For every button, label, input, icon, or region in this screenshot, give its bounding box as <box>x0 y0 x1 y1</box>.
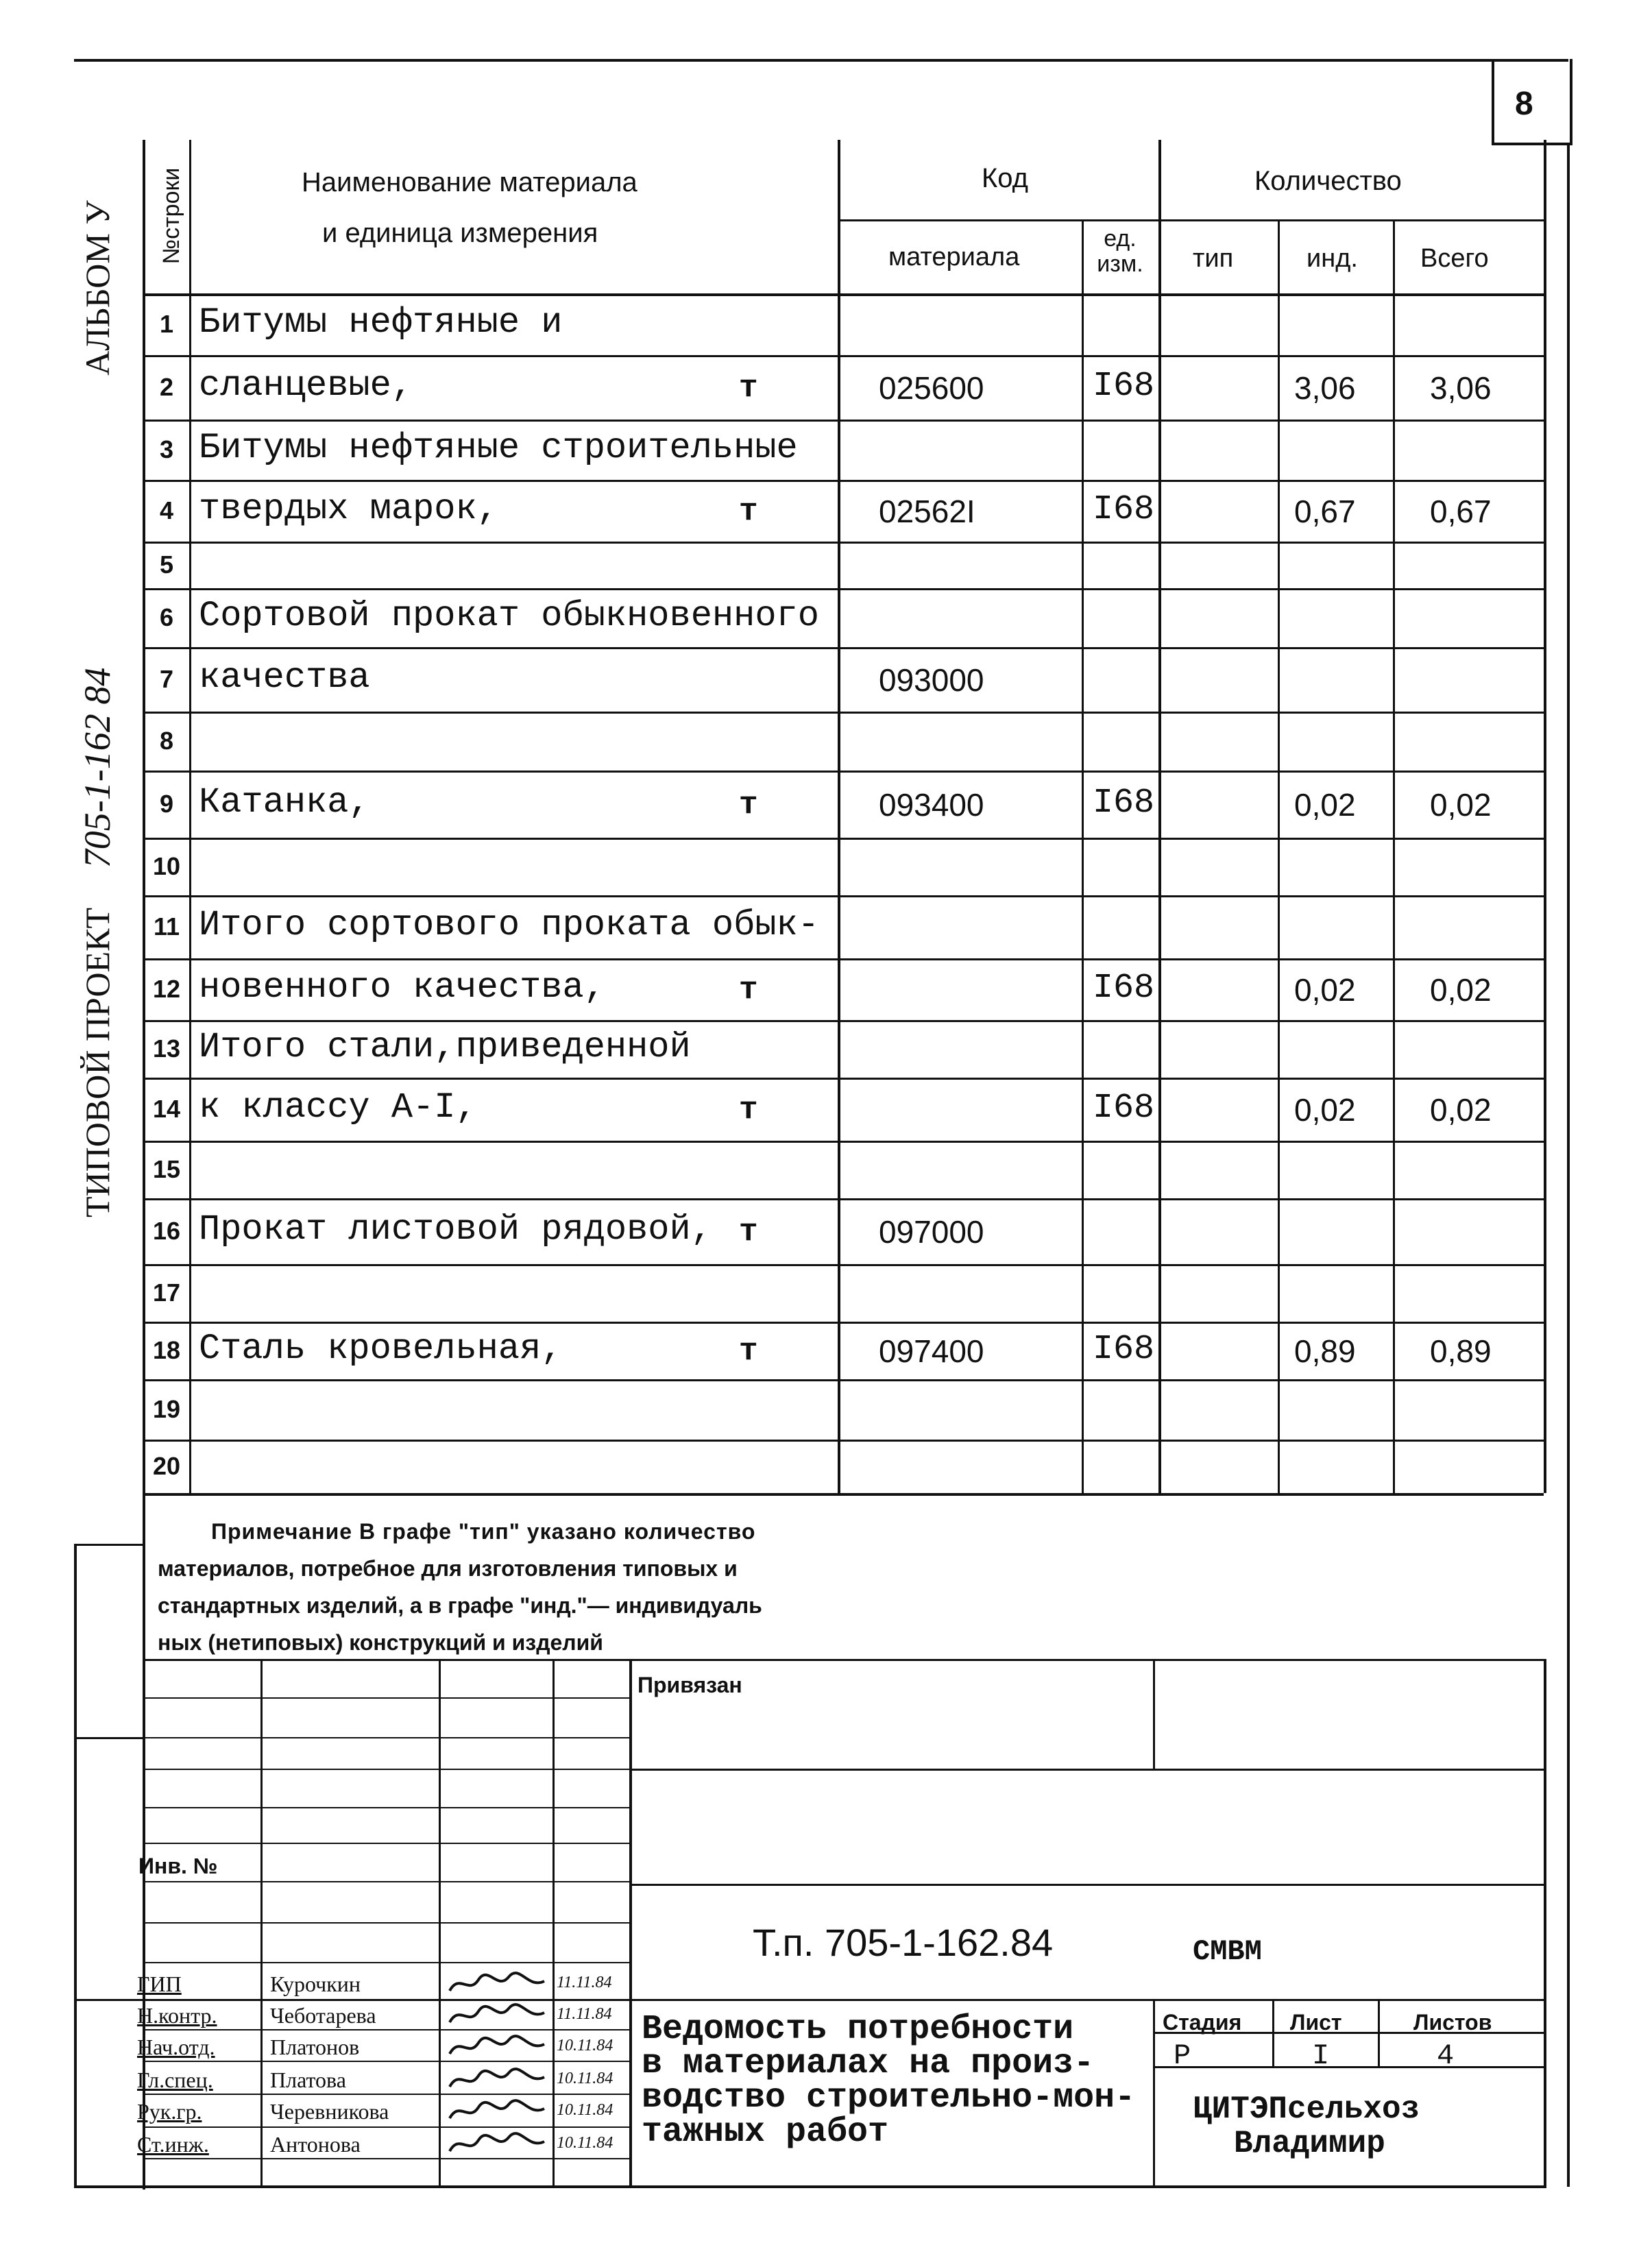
row-line <box>143 420 1544 422</box>
tb-bound-left <box>629 1659 632 2187</box>
row-number: 5 <box>159 550 174 579</box>
doc-title-line3: водство строительно-мон- <box>642 2078 1136 2118</box>
material-name: к классу А-I, <box>199 1087 477 1128</box>
doc-title-line1: Ведомость потребности <box>642 2010 1074 2049</box>
unit-of-measure: т <box>739 1092 758 1128</box>
row-number: 10 <box>152 852 181 880</box>
right-frame <box>1567 144 1570 2187</box>
row-number: 4 <box>159 496 174 524</box>
header-mid-line <box>838 219 1544 221</box>
row-line <box>143 647 1544 649</box>
sheet-label: Лист <box>1290 2010 1342 2035</box>
qty-total: 0,02 <box>1430 787 1492 823</box>
person-name: Чеботарева <box>270 2003 376 2028</box>
tb-bound-right <box>1153 1659 1155 1769</box>
header-name-line1: Наименование материала <box>302 167 637 197</box>
unit-of-measure: т <box>739 787 758 823</box>
qty-individual: 0,02 <box>1294 787 1356 823</box>
header-row-number: №строки <box>158 167 184 265</box>
row-line <box>143 895 1544 897</box>
unit-code: I68 <box>1093 367 1155 406</box>
sheet-value: I <box>1312 2039 1330 2072</box>
note-line2: материалов, потребное для изготовления типовых и <box>158 1556 738 1581</box>
unit-code: I68 <box>1093 490 1155 529</box>
signature-date: 10.11.84 <box>557 2070 614 2087</box>
row-number: 6 <box>159 603 174 631</box>
sheets-value: 4 <box>1437 2039 1455 2072</box>
material-code: 093000 <box>879 662 984 698</box>
table-bottom-line <box>143 1493 1544 1496</box>
header-bottom-line <box>143 293 1544 296</box>
row-number: 13 <box>152 1034 181 1063</box>
row-number: 19 <box>152 1395 181 1423</box>
material-name: Итого сортового проката обык- <box>199 905 819 945</box>
unit-of-measure: т <box>739 972 758 1008</box>
header-qty-total: Всего <box>1420 244 1489 273</box>
col-code-line <box>1082 219 1084 1493</box>
signature-mark <box>446 2066 548 2094</box>
material-code: 097400 <box>879 1333 984 1369</box>
row-line <box>143 1198 1544 1200</box>
row-line <box>143 771 1544 773</box>
tb-grid-row <box>143 2158 629 2159</box>
material-name: Битумы нефтяные строительные <box>199 428 798 468</box>
tb-grid-row <box>143 1769 629 1770</box>
person-name: Антонова <box>270 2132 361 2157</box>
row-number: 8 <box>159 727 174 755</box>
tb-grid-row <box>143 1962 629 1963</box>
side-album: АЛЬБОМ У <box>78 200 117 376</box>
top-border <box>74 59 1568 62</box>
row-number: 3 <box>159 435 174 463</box>
page-number: 8 <box>1515 86 1533 122</box>
row-line <box>143 1264 1544 1266</box>
row-line <box>143 355 1544 357</box>
signature-mark <box>446 1970 548 1998</box>
unit-code: I68 <box>1093 969 1155 1008</box>
tb-designation-top <box>629 1884 1544 1886</box>
person-role: ГИП <box>137 1972 182 1996</box>
header-qty-ind: инд. <box>1307 244 1358 273</box>
tb-stage-col2 <box>1272 1999 1274 2066</box>
side-project: ТИПОВОЙ ПРОЕКТ <box>78 907 117 1218</box>
row-number: 7 <box>159 665 174 693</box>
note-line3: стандартных изделий, а в графе "инд."— индивидуаль <box>158 1593 762 1618</box>
tb-grid-row <box>143 2094 629 2095</box>
tb-stage-col3 <box>1378 1999 1380 2066</box>
person-role: Нач.отд. <box>137 2035 215 2059</box>
row-line <box>143 588 1544 590</box>
unit-of-measure: т <box>739 1333 758 1369</box>
qty-individual: 0,67 <box>1294 494 1356 529</box>
tb-left-mid <box>74 1737 143 1739</box>
row-line <box>143 542 1544 544</box>
bound-label: Привязан <box>637 1673 742 1697</box>
tb-grid-row <box>143 1881 629 1882</box>
qty-total: 0,02 <box>1430 972 1492 1008</box>
doc-title-line4: тажных работ <box>642 2113 889 2152</box>
material-name: Битумы нефтяные и <box>199 302 563 343</box>
row-number: 2 <box>159 373 174 401</box>
tb-bound-bottom <box>629 1769 1544 1771</box>
unit-of-measure: т <box>739 370 758 406</box>
tb-main-line <box>77 1999 1544 2001</box>
unit-code: I68 <box>1093 784 1155 823</box>
row-line <box>143 1141 1544 1143</box>
doc-title-line2: в материалах на произ- <box>642 2044 1095 2083</box>
material-name: Сталь кровельная, <box>199 1329 563 1369</box>
tb-grid-row <box>143 2061 629 2062</box>
row-line <box>143 1322 1544 1324</box>
person-role: Гл.спец. <box>137 2068 213 2092</box>
signature-mark <box>446 2002 548 2029</box>
tb-bottom-line <box>74 2185 1546 2188</box>
person-name: Курочкин <box>270 1972 361 1996</box>
header-quantity: Количество <box>1254 166 1402 196</box>
qty-individual: 0,02 <box>1294 972 1356 1008</box>
tb-grid-row <box>143 1697 629 1699</box>
side-code: 705-1-162 84 <box>77 667 118 869</box>
sheets-label: Листов <box>1413 2010 1492 2035</box>
qty-total: 0,02 <box>1430 1092 1492 1128</box>
qty-total: 0,89 <box>1430 1333 1492 1369</box>
qty-individual: 3,06 <box>1294 370 1356 406</box>
row-number: 14 <box>152 1095 181 1123</box>
header-qty-type: тип <box>1193 244 1234 273</box>
material-code: 097000 <box>879 1214 984 1250</box>
signature-mark <box>446 2098 548 2125</box>
row-line <box>143 480 1544 482</box>
signature-date: 11.11.84 <box>557 1974 612 1991</box>
unit-code: I68 <box>1093 1330 1155 1369</box>
tb-top-line <box>143 1659 1544 1661</box>
material-name: Катанка, <box>199 782 370 823</box>
row-number: 11 <box>153 912 180 941</box>
stage-label: Стадия <box>1163 2010 1242 2035</box>
row-line <box>143 1078 1544 1080</box>
material-code: 025600 <box>879 370 984 406</box>
material-code: 093400 <box>879 787 984 823</box>
row-number: 15 <box>152 1155 181 1183</box>
material-name: сланцевые, <box>199 365 413 406</box>
person-name: Черевникова <box>270 2099 389 2124</box>
page-number-box-right <box>1570 59 1572 144</box>
row-number: 17 <box>152 1278 181 1307</box>
unit-of-measure: т <box>739 1214 758 1250</box>
tb-grid-row <box>143 2126 629 2128</box>
qty-total: 3,06 <box>1430 370 1492 406</box>
col-name-line <box>838 140 840 1493</box>
row-number: 16 <box>152 1217 181 1245</box>
tb-grid-row <box>143 1807 629 1808</box>
row-line <box>143 712 1544 714</box>
tb-grid-row <box>143 1922 629 1924</box>
signature-date: 10.11.84 <box>557 2037 614 2054</box>
organization-line1: ЦИТЭПсельхоз <box>1193 2092 1420 2127</box>
material-name: Сортовой прокат обыкновенного <box>199 596 819 636</box>
tb-left-cap <box>74 1544 143 1546</box>
row-line <box>143 838 1544 840</box>
tb-right-border <box>1544 1659 1546 2187</box>
header-code-material: материала <box>888 243 1020 271</box>
signature-mark <box>446 2131 548 2158</box>
header-code-unit: ед. изм. <box>1097 226 1143 278</box>
stage-value: Р <box>1174 2039 1191 2072</box>
tb-stage-col1 <box>1153 1999 1155 2187</box>
row-number: 12 <box>152 975 181 1003</box>
header-code: Код <box>982 163 1029 193</box>
row-number: 18 <box>152 1336 181 1364</box>
person-role: Ст.инж. <box>137 2132 209 2157</box>
material-code: 02562I <box>879 494 975 529</box>
header-name-line2: и единица измерения <box>322 218 598 248</box>
row-line <box>143 958 1544 960</box>
tb-grid-row <box>143 1843 629 1844</box>
row-number: 9 <box>159 790 174 818</box>
signature-mark <box>446 2033 548 2061</box>
row-number: 20 <box>152 1452 181 1480</box>
material-name: Итого стали,приведенной <box>199 1027 691 1067</box>
organization-line2: Владимир <box>1234 2126 1385 2161</box>
page-number-box-left <box>1492 59 1494 144</box>
row-number: 1 <box>159 310 174 338</box>
page-number-box-bottom <box>1492 143 1572 145</box>
tb-grid-row <box>143 2029 629 2030</box>
unit-code: I68 <box>1093 1089 1155 1128</box>
material-name: качества <box>199 657 370 698</box>
qty-individual: 0,02 <box>1294 1092 1356 1128</box>
tb-stage-bottom <box>1153 2066 1544 2068</box>
col-ed-line <box>1158 140 1161 1493</box>
row-line <box>143 1379 1544 1381</box>
person-role: Н.контр. <box>137 2003 217 2028</box>
material-name: твердых марок, <box>199 489 498 529</box>
format-code: СМВМ <box>1193 1935 1262 1968</box>
material-name: новенного качества, <box>199 967 605 1008</box>
row-line <box>143 1020 1544 1022</box>
person-role: Рук.гр. <box>137 2099 202 2124</box>
col-typ-line <box>1278 219 1280 1493</box>
note-line4: ных (нетиповых) конструкций и изделий <box>158 1630 603 1655</box>
person-name: Платова <box>270 2068 346 2092</box>
project-designation: Т.п. 705-1-162.84 <box>753 1921 1054 1964</box>
material-name: Прокат листовой рядовой, <box>199 1209 712 1250</box>
table-right-border <box>1544 140 1546 1493</box>
row-line <box>143 1440 1544 1442</box>
signature-date: 10.11.84 <box>557 2134 614 2152</box>
col-ind-line <box>1393 219 1395 1493</box>
inventory-number-label: Инв. № <box>138 1854 218 1878</box>
signature-date: 11.11.84 <box>557 2005 612 2023</box>
note-line1: Примечание В графе "тип" указано количество <box>211 1519 756 1544</box>
tb-grid-row <box>143 1737 629 1738</box>
qty-total: 0,67 <box>1430 494 1492 529</box>
unit-of-measure: т <box>739 494 758 529</box>
tb-left-margin <box>74 1544 77 2188</box>
person-name: Платонов <box>270 2035 360 2059</box>
qty-individual: 0,89 <box>1294 1333 1356 1369</box>
signature-date: 10.11.84 <box>557 2101 614 2119</box>
